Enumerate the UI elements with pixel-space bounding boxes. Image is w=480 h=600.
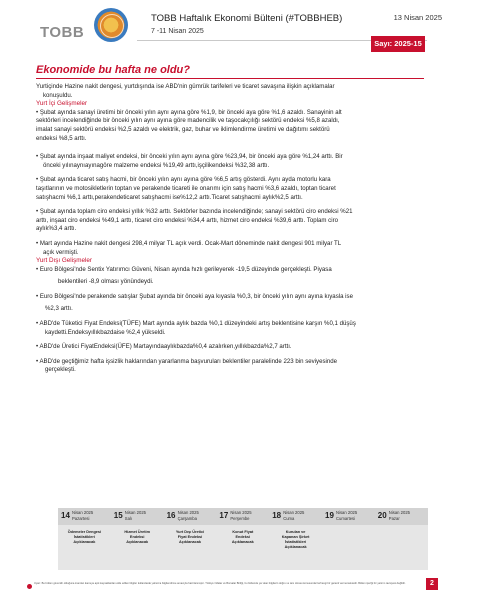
item-line: • Mart ayında Hazine nakit dengesi 298,4 milyar TL açık verdi. Ocak-Mart döneminde nakit dengesi 901 milyar TL [36, 239, 342, 247]
calendar-event-line: Açıklanacak [284, 545, 307, 549]
foreign-item [36, 358, 428, 375]
item-line: • ABD'de Üretici FiyatEndeksi(ÜFE) Martayındaaylıkbazda%0,4 azalırken,yıllıkbazda%2,7 arttı. [36, 343, 292, 351]
foreign-heading: Yurt Dışı Gelişmeler [36, 257, 92, 265]
item-line: • Euro Bölgesi'nde perakende satışlar Şubat ayında bir önceki aya kıyasla %0,3, bir önceki yılın aynı ayına kıyasla ise [36, 292, 353, 300]
calendar-event-line: Konut Fiyat [232, 530, 254, 534]
calendar-month: Nisan 2025 [230, 510, 252, 515]
item-line: açık vermişti. [43, 248, 79, 256]
page-number: 2 [426, 578, 438, 590]
calendar-event-line: Kapanan Şirket [281, 535, 310, 539]
calendar-event-line: Açıklanacak [231, 540, 254, 544]
calendar-weekday: Cuma [283, 516, 295, 521]
calendar-weekday: Çarşamba [177, 516, 197, 521]
foreign-item [36, 320, 428, 337]
item-line: kaydetti.Endeksyıllıkbazdaise %2,4 yükseldi. [45, 328, 166, 336]
calendar-weekday: Pazartesi [72, 516, 90, 521]
item-line: • Şubat ayında ticaret satış hacmi, bir önceki yılın aynı ayına göre %6,5 artış gösterdi. Aynı ayda motorlu kara [36, 176, 331, 184]
item-line: • ABD'de Tüketici Fiyat Endeksi(TÜFE) Mart ayında aylık bazda %0,1 düzeyindeki artış beklentisine karşın %0,1 düşüş [36, 320, 356, 328]
item-line: önceki yılınaynıayınagöre malzeme endeksi %19,49 arttı,işçilikendeksi %32,38 arttı. [43, 161, 270, 169]
item-line: sektörleri incelendiğinde bir önceki yılın aynı ayına göre madencilik ve taşocakçılığı sektörü endeksi %5,8 azaldı, [36, 117, 340, 125]
item-line: endeksi %8,5 arttı. [36, 134, 87, 142]
item-line: imalat sanayi sektörü endeksi %2,5 azaldı ve elektrik, gaz, buhar ve iklimlendirme üretimi ve dağıtımı sektörü [36, 125, 330, 133]
calendar-event-line: Kurulan ve [285, 530, 306, 534]
calendar-month: Nisan 2025 [283, 510, 305, 515]
item-line: taşıtlarının ve motosikletlerin toptan ve perakende ticareti ile onarımı için satış hacmi %3,6 azaldı, toptan ticaret [36, 184, 336, 192]
tobb-logo-text: TOBB [40, 24, 85, 41]
item-line: • Euro Bölgesi'nde Sentix Yatırımcı Güveni, Nisan ayında hızlı gerileyerek -19,5 düzeyinde gerçekleşti. Piyasa [36, 265, 332, 273]
item-line: %2,3 arttı. [45, 305, 73, 313]
calendar-event-line: İstatistikleri [285, 540, 307, 544]
domestic-item [36, 176, 428, 202]
calendar-day [164, 508, 217, 570]
domestic-item [36, 208, 428, 234]
calendar-day [58, 508, 111, 570]
calendar-events [111, 530, 164, 545]
calendar-event-line: Ödemeler Dengesi [67, 530, 102, 534]
calendar-month: Nisan 2025 [124, 510, 146, 515]
calendar-event-line: Açıklanacak [73, 540, 96, 544]
item-line: satışhacmi %6,1 arttı,perakendeticaret satışhacmi ise%12,2 arttı.Ticaret satışhacmi aylık%2,5 arttı. [36, 193, 303, 201]
item-line: aylık%3,4 arttı. [36, 225, 77, 233]
calendar-event-line: Hizmet Üretim [124, 530, 150, 534]
item-line: • Şubat ayında sanayi üretimi bir önceki yılın aynı ayına göre %1,9, bir önceki aya göre %1,6 azaldı. Sanayinin alt [36, 108, 342, 116]
intro-line: Yurtiçinde Hazine nakit dengesi, yurtdışında ise ABD'nin gümrük tarifeleri ve ticaret savaşına ilişkin açıklamalar [36, 83, 335, 90]
calendar-month: Nisan 2025 [177, 510, 199, 515]
bulletin-date: 13 Nisan 2025 [393, 13, 442, 22]
calendar-day-number: 16 [166, 511, 176, 520]
item-line: beklentileri -8,9 olması yönündeydi. [58, 278, 154, 286]
foreign-item [36, 293, 428, 314]
calendar-day [375, 508, 428, 570]
weekly-calendar [58, 508, 428, 570]
bulletin-week: 7 -11 Nisan 2025 [151, 28, 204, 35]
calendar-weekday: Perşembe [230, 516, 250, 521]
calendar-event-line: Açıklanacak [179, 540, 201, 544]
calendar-month: Nisan 2025 [72, 510, 94, 515]
calendar-event-line: Yurt Dışı Üretici [175, 530, 205, 534]
calendar-month: Nisan 2025 [388, 510, 410, 515]
item-line: arttı, inşaat ciro endeksi %49,1 arttı, ticaret ciro endeksi %34,4 arttı, hizmet ciro endeksi %39,6 arttı. Toplam ciro [36, 216, 339, 224]
calendar-weekday: Salı [124, 516, 133, 521]
calendar-day-number: 18 [272, 511, 282, 520]
foreign-item [36, 343, 428, 352]
calendar-day [322, 508, 375, 570]
tobb-seal-icon [94, 8, 128, 42]
calendar-weekday: Pazar [388, 516, 400, 521]
calendar-event-line: İstatistikleri [73, 535, 95, 539]
footer-disclaimer: Uyarı: Bu bülten güvenilir olduğuna inanılan kamuya açık kaynaklardan elde edilen bilgiler kullanılarak yalnızca bilgilendirme amacıyla hazırlanmıştır. Türkiye Odalar ve Borsalar Birliği, bu bültende yer alan bilgilerin doğru ve tam olması konusunda herhangi bir garanti vermemektedir. Bülten içeriği bir yatırım tavsiyesi değildir. [34, 582, 406, 585]
calendar-day [269, 508, 322, 570]
warning-icon [27, 584, 32, 589]
calendar-day [111, 508, 164, 570]
calendar-day-number: 15 [113, 511, 123, 520]
calendar-event-line: Fiyat Endeksi [177, 535, 203, 539]
item-line: gerçekleşti. [45, 366, 76, 374]
calendar-month: Nisan 2025 [336, 510, 358, 515]
issue-badge: Sayı: 2025-15 [371, 36, 425, 52]
item-line: • ABD'de geçtiğimiz hafta işsizlik haklarından yararlanma başvuruları beklentiler paralelinde 223 bin seviyesinde [36, 357, 338, 365]
main-content [36, 83, 428, 375]
bulletin-header [0, 0, 480, 58]
domestic-item [36, 109, 428, 143]
calendar-event-line: Endeksi [235, 535, 251, 539]
domestic-item [36, 153, 428, 170]
item-line: • Şubat ayında inşaat maliyet endeksi, bir önceki yılın aynı ayına göre %23,94, bir önceki aya göre %1,24 arttı. Bir [36, 153, 343, 161]
domestic-heading: Yurt İçi Gelişmeler [36, 100, 88, 108]
calendar-event-line: Endeksi [129, 535, 145, 539]
calendar-events [58, 530, 111, 545]
domestic-item [36, 240, 428, 257]
calendar-day [216, 508, 269, 570]
calendar-event-line: Açıklanacak [126, 540, 149, 544]
calendar-day-number: 19 [325, 511, 334, 520]
calendar-day-number: 20 [377, 511, 387, 520]
section-title: Ekonomide bu hafta ne oldu? [36, 64, 424, 79]
calendar-weekday: Cumartesi [336, 516, 356, 521]
calendar-day-number: 14 [61, 511, 70, 520]
bulletin-title: TOBB Haftalık Ekonomi Bülteni (#TOBBHEB) [151, 13, 343, 24]
foreign-item [36, 266, 428, 287]
calendar-events [216, 530, 269, 545]
intro-line: konuşuldu. [43, 91, 73, 99]
calendar-events [269, 530, 322, 550]
item-line: • Şubat ayında toplam ciro endeksi yıllık %32 arttı. Sektörler bazında incelendiğinde; sanayi sektörü ciro endeksi %21 [36, 208, 353, 216]
calendar-events [164, 530, 217, 545]
calendar-day-number: 17 [219, 511, 229, 520]
